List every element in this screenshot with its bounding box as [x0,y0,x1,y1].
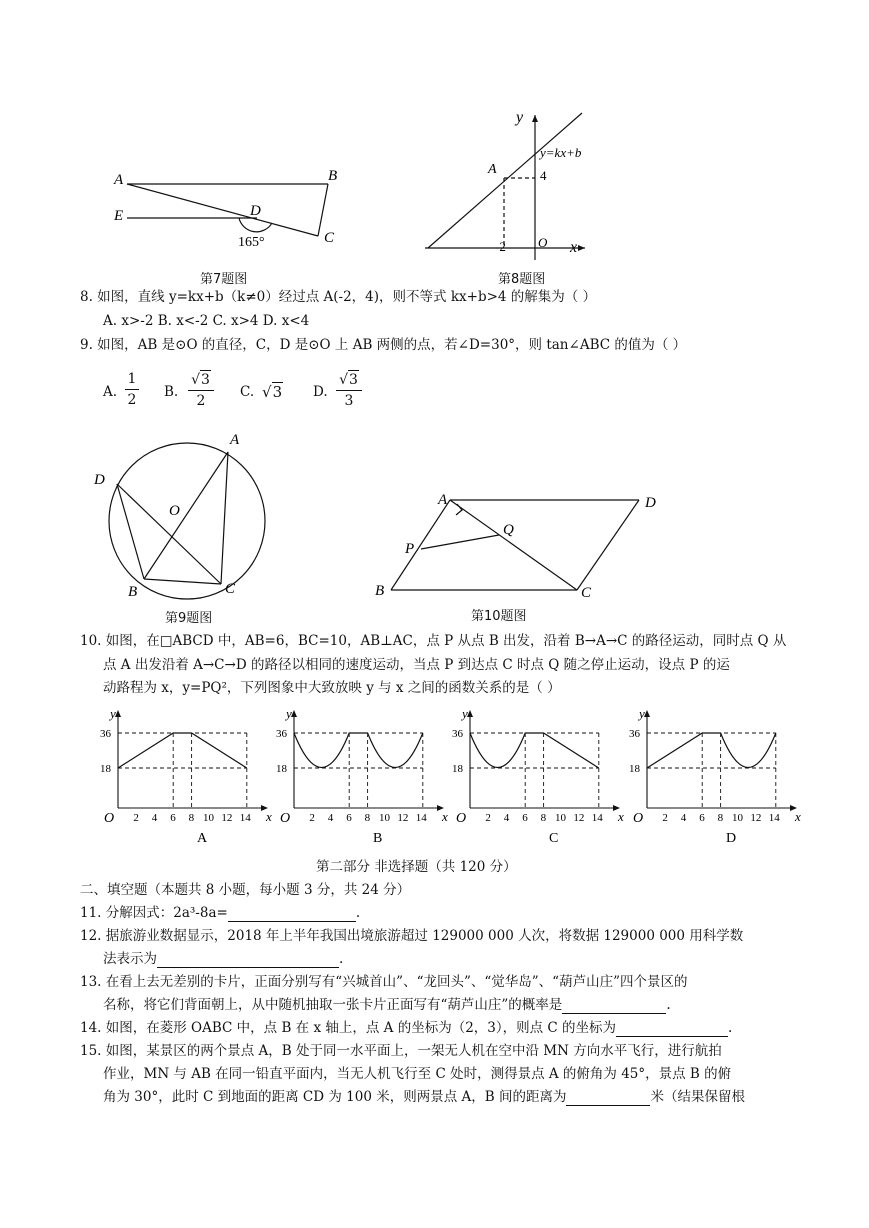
graph-d-curve [647,733,776,768]
graph-c-y-label: y [462,706,468,721]
q9-option-d-value [336,370,362,410]
graph-c-curve [470,733,599,768]
q14-end: . [728,1020,733,1036]
fig10-caption: 第10题图 [471,609,527,624]
graph-c-x-tick-10: 10 [555,812,566,824]
graph-a-x-tick-8: 8 [188,812,195,824]
graph-d-option-label: D [726,831,737,846]
fig8-origin-label: O [538,235,548,250]
graph-d-y-label: y [639,706,645,721]
graph-c-origin-label: O [456,811,467,826]
section-2-subheading: 二、填空题（本题共 8 小题，每小题 3 分，共 24 分） [80,882,411,898]
fig10-label-c: C [581,585,592,601]
fig7-angle-label: 165° [238,235,265,250]
q12-answer-blank[interactable] [157,953,339,968]
graph-a-curve [118,733,247,768]
q13-text: 名称，将它们背面朝上，从中随机抽取一张卡片正面写有“葫芦山庄”的概率是 [103,997,563,1013]
question-15-line-3 [103,1088,745,1106]
graph-c-y-tick-36: 36 [452,728,463,740]
graph-b-option-label: B [373,831,383,846]
graph-c-x-tick-6: 6 [522,812,528,824]
fig8-x-axis-label: x [570,239,578,256]
graph-d-x-label: x [795,809,801,824]
graph-d-y-tick-18: 18 [629,763,640,775]
fig7-caption: 第7题图 [200,272,248,287]
fig9-label-c: C [225,581,236,597]
graph-c-y-tick-18: 18 [452,763,463,775]
graph-b-y-tick-18: 18 [276,763,287,775]
graph-a-x-tick-10: 10 [203,812,214,824]
q9-option-a-value [125,370,139,409]
graph-b-x-tick-2: 2 [309,812,315,824]
fig10-label-d: D [645,495,656,511]
fig8-point-a: A [488,162,497,177]
figure-9 [85,425,280,610]
q13-end: . [666,997,671,1013]
fig10-label-a: A [438,492,448,508]
fig9-label-o: O [169,503,180,519]
graph-a-x-tick-4: 4 [151,812,158,824]
graph-c-y-arrow [467,710,473,717]
fig9-caption: 第9题图 [165,611,213,626]
graph-b-y-tick-36: 36 [276,728,287,740]
graph-c-option-label: C [549,831,559,846]
figure-8 [420,105,595,265]
graph-d-origin-label: O [633,811,644,826]
q14-answer-blank[interactable] [616,1022,728,1037]
q9-d-sqrt-sign: √ [339,372,348,388]
q9-option-b-value [188,370,214,410]
q9-c-sqrt-sign: √ [262,383,272,401]
fig8-y-axis-label: y [516,109,524,126]
fig8-caption: 第8题图 [498,272,546,287]
graph-d-x-tick-12: 12 [750,812,762,824]
graph-a-x-tick-14: 14 [239,812,251,824]
section-2-heading: 第二部分 非选择题（共 120 分） [316,859,517,875]
graph-d-y-arrow [644,710,650,717]
q9-option-b-letter: B. [164,384,179,400]
graph-b-x-tick-10: 10 [379,812,390,824]
fig7-label-c: C [324,230,335,246]
fig7-label-e: E [114,208,124,224]
q15-text: 角为 30°，此时 C 到地面的距离 CD 为 100 米，则两景点 A，B 间的距离为 [103,1089,567,1105]
figure-7 [100,160,360,260]
graph-a-origin-label: O [104,811,115,826]
graph-d-x-tick-10: 10 [732,812,743,824]
question-10-line-1: 10. 如图，在□ABCD 中，AB=6，BC=10，AB⊥AC，点 P 从点 B 出发，沿着 B→A→C 的路径运动，同时点 Q 从 [80,633,787,649]
graph-b-x-tick-6: 6 [346,812,352,824]
graph-b-y-label: y [286,706,292,721]
question-12-line-1: 12. 据旅游业数据显示，2018 年上半年我国出境旅游超过 129000 000 人次，将数据 129000 000 用科学数 [80,928,744,944]
q9-d-denominator: 3 [344,393,354,409]
graph-a-y-tick-18: 18 [100,763,111,775]
figure-10 [365,488,665,603]
q15-answer-blank[interactable] [566,1091,650,1106]
fig7-label-d: D [250,203,261,219]
graph-a-x-label: x [266,809,272,824]
q9-b-denominator: 2 [196,393,206,409]
q12-text: 法表示为 [103,951,157,967]
graph-c-x-tick-8: 8 [540,812,547,824]
graph-d-y-tick-36: 36 [629,728,640,740]
graph-b-x-tick-12: 12 [397,812,409,824]
question-8: 8. 如图，直线 y=kx+b（k≠0）经过点 A(-2，4)，则不等式 kx+b>4 的解集为（ ） [80,289,597,305]
q12-end: . [339,951,344,967]
q11-text: 11. 分解因式：2a³-8a= [80,905,228,921]
fig10-label-b: B [375,583,385,599]
q13-answer-blank[interactable] [562,999,666,1014]
graph-c-x-tick-4: 4 [503,812,510,824]
graph-a-y-label: y [110,706,116,721]
graph-a-y-tick-36: 36 [100,728,111,740]
fig8-y-value: 4 [540,168,547,183]
graph-d-x-tick-14: 14 [768,812,780,824]
graph-d-x-tick-6: 6 [699,812,705,824]
fig10-label-q: Q [503,522,514,538]
q9-b-numerator: 3 [201,372,210,388]
graph-a-x-tick-2: 2 [133,812,139,824]
graph-d-x-tick-4: 4 [680,812,687,824]
q9-option-c-value [262,382,283,401]
question-10-line-2: 点 A 出发沿着 A→C→D 的路径以相同的速度运动，当点 P 到达点 C 时点 Q 随之停止运动，设点 P 的运 [103,657,730,673]
graph-d-x-tick-8: 8 [717,812,724,824]
graph-b-x-tick-4: 4 [327,812,334,824]
q9-option-a-letter: A. [103,384,118,400]
graph-a-y-arrow [115,710,121,717]
graph-b-y-arrow [291,710,297,717]
graph-a-x-tick-6: 6 [170,812,176,824]
question-14 [80,1019,732,1037]
fig9-label-d: D [94,472,105,488]
graph-b-x-tick-8: 8 [364,812,371,824]
question-9: 9. 如图，AB 是⊙O 的直径，C，D 是⊙O 上 AB 两侧的点，若∠D=30°，则 tan∠ABC 的值为（ ） [80,337,687,353]
q9-c-radicand: 3 [272,383,283,401]
graph-b-origin-label: O [280,811,291,826]
graph-b-x-tick-14: 14 [415,812,427,824]
question-15-line-1: 15. 如图，某景区的两个景点 A，B 处于同一水平面上，一架无人机在空中沿 MN 方向水平飞行，进行航拍 [80,1043,722,1059]
q9-a-denominator: 2 [127,392,137,408]
q11-answer-blank[interactable] [228,907,356,922]
graph-d-x-tick-2: 2 [662,812,668,824]
question-15-line-2: 作业，MN 与 AB 在同一铅直平面内，当无人机飞行至 C 处时，测得景点 A 的俯角为 45°，景点 B 的俯 [103,1066,732,1082]
question-13-line-2 [103,996,671,1014]
graph-c-x-tick-2: 2 [485,812,491,824]
fig7-label-a: A [114,172,124,188]
q9-option-c-letter: C. [240,384,255,400]
graph-c-x-tick-14: 14 [591,812,603,824]
answer-graphs [100,700,820,850]
fig9-label-a: A [230,432,240,448]
q11-end: . [355,905,361,921]
fig8-x-value: -2 [495,239,506,254]
fig7-label-b: B [328,168,338,184]
q15-end: 米（结果保留根 [650,1089,745,1105]
graph-b-x-label: x [442,809,448,824]
question-8-options: A. x>-2 B. x<-2 C. x>4 D. x<4 [103,313,310,329]
fig10-label-p: P [405,541,415,557]
q9-option-d-letter: D. [313,384,328,400]
q14-text: 14. 如图，在菱形 OABC 中，点 B 在 x 轴上，点 A 的坐标为（2，3），则点 C 的坐标为 [80,1020,617,1036]
graph-a-x-tick-12: 12 [221,812,233,824]
graph-c-x-label: x [618,809,624,824]
graph-c-x-tick-12: 12 [573,812,585,824]
question-11 [80,904,360,922]
graph-a-option-label: A [197,831,208,846]
question-12-line-2 [103,950,343,968]
q9-a-numerator: 1 [127,371,137,387]
fig8-line-label: y=kx+b [540,145,582,160]
question-10-line-3: 动路程为 x，y=PQ²，下列图象中大致放映 y 与 x 之间的函数关系的是（ ） [103,680,561,696]
question-13-line-1: 13. 在看上去无差别的卡片，正面分别写有“兴城首山”、“龙回头”、“觉华岛”、“葫芦山庄”四个景区的 [80,974,688,990]
q9-d-numerator: 3 [349,372,358,388]
q9-b-sqrt-sign: √ [191,372,200,388]
graph-b-curve [294,733,423,768]
fig9-label-b: B [128,584,138,600]
